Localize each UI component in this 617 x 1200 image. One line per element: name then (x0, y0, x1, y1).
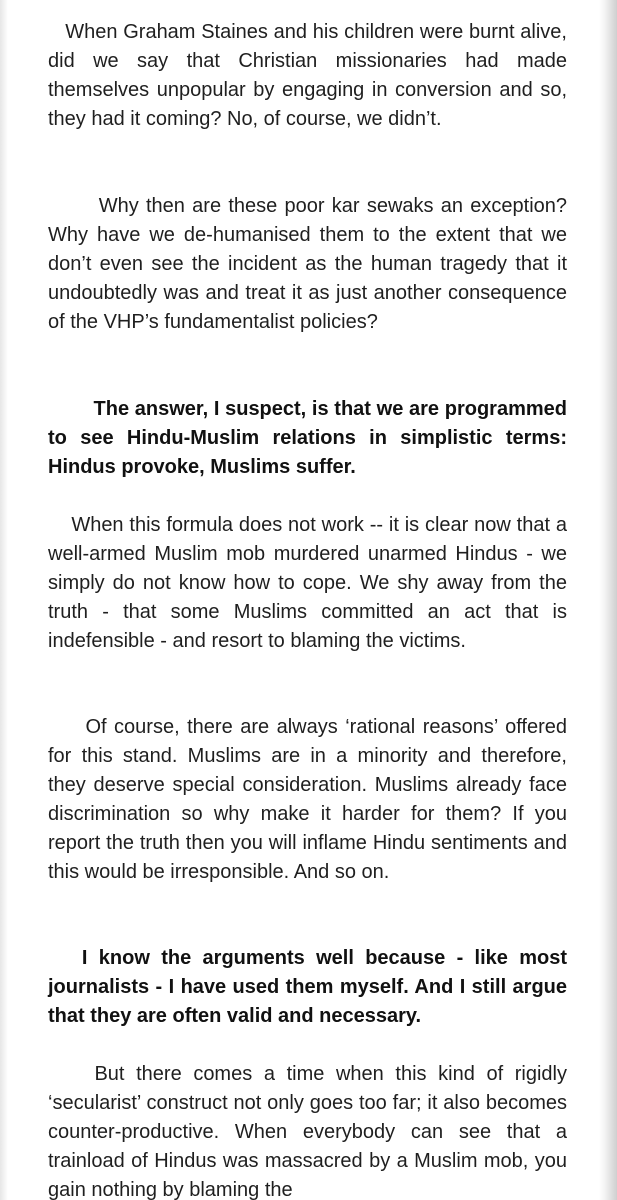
paragraph-counter-productive: But there comes a time when this kind of rigidly ‘secularist’ construct not only goes too far; it also becomes counter-productive. When everybody can see that a trainload of Hindus was massacred by a Muslim mob, you gain nothing by blaming the (48, 1063, 567, 1200)
paragraph-kar-sewaks: Why then are these poor kar sewaks an exception? Why have we de-humanised them to the extent that we don’t even see the incident as the human tragedy that it undoubtedly was and treat it as just another consequence of the VHP’s fundamentalist policies? (48, 195, 567, 333)
paragraph-graham-staines: When Graham Staines and his children were burnt alive, did we say that Christian missionaries had made themselves unpopular by engaging in conversion and so, they had it coming? No, of course, we didn’t. (48, 21, 567, 130)
paragraph-answer-highlighted: The answer, I suspect, is that we are programmed to see Hindu-Muslim relations in simplistic terms: Hindus provoke, Muslims suffer. (48, 398, 567, 478)
paragraph-arguments-highlighted: I know the arguments well because - like most journalists - I have used them myself. And I still argue that they are often valid and necessary. (48, 947, 567, 1027)
paragraph-formula: When this formula does not work -- it is clear now that a well-armed Muslim mob murdered unarmed Hindus - we simply do not know how to cope. We shy away from the truth - that some Muslims committed an act that is indefensible - and resort to blaming the victims. (48, 514, 567, 652)
paragraph-rational-reasons: Of course, there are always ‘rational reasons’ offered for this stand. Muslims are in a minority and therefore, they deserve special consideration. Muslims already face discrimination so why make it harder for them? If you report the truth then you will inflame Hindu sentiments and this would be irresponsible. And so on. (48, 716, 567, 883)
